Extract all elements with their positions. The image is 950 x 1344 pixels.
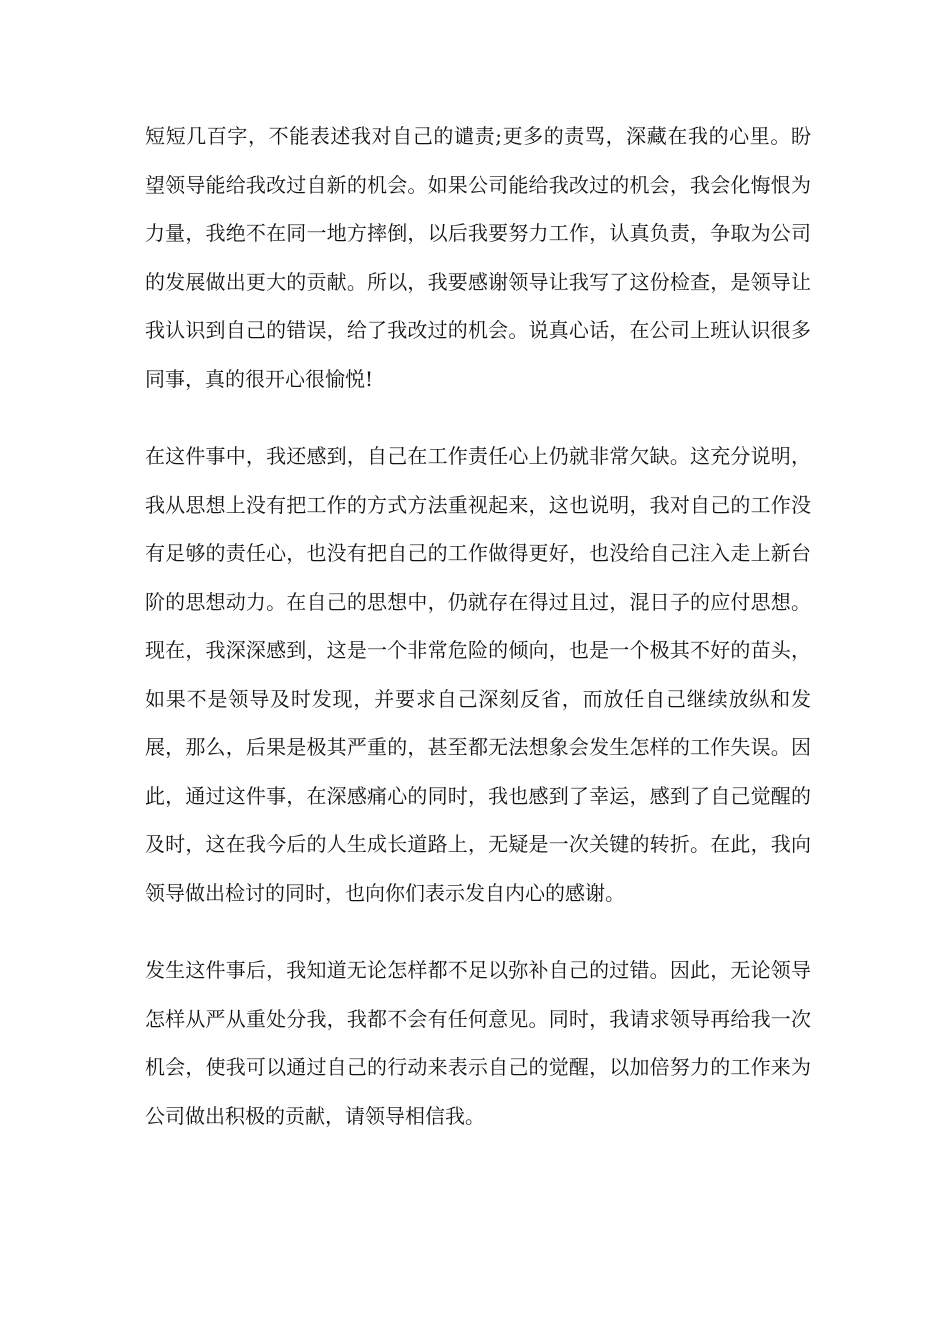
- paragraph-1: 短短几百字，不能表述我对自己的谴责;更多的责骂，深藏在我的心里。盼望领导能给我改过自新的机会。如果公司能给我改过的机会，我会化悔恨为力量，我绝不在同一地方摔倒，以后我要努力工作，认真负责，争取为公司的发展做出更大的贡献。所以，我要感谢领导让我写了这份检查，是领导让我认识到自己的错误，给了我改过的机会。说真心话，在公司上班认识很多同事，真的很开心很愉悦!: [145, 124, 811, 391]
- paragraph-2: 在这件事中，我还感到，自己在工作责任心上仍就非常欠缺。这充分说明，我从思想上没有把工作的方式方法重视起来，这也说明，我对自己的工作没有足够的责任心，也没有把自己的工作做得更好，也没给自己注入走上新台阶的思想动力。在自己的思想中，仍就存在得过且过，混日子的应付思想。现在，我深深感到，这是一个非常危险的倾向，也是一个极其不好的苗头，如果不是领导及时发现，并要求自己深刻反省，而放任自己继续放纵和发展，那么，后果是极其严重的，甚至都无法想象会发生怎样的工作失误。因此，通过这件事，在深感痛心的同时，我也感到了幸运，感到了自己觉醒的及时，这在我今后的人生成长道路上，无疑是一次关键的转折。在此，我向领导做出检讨的同时，也向你们表示发自内心的感谢。: [145, 444, 811, 905]
- paragraph-3: 发生这件事后，我知道无论怎样都不足以弥补自己的过错。因此，无论领导怎样从严从重处分我，我都不会有任何意见。同时，我请求领导再给我一次机会，使我可以通过自己的行动来表示自己的觉醒，以加倍努力的工作来为公司做出积极的贡献，请领导相信我。: [145, 958, 811, 1128]
- document-body: [145, 112, 811, 1140]
